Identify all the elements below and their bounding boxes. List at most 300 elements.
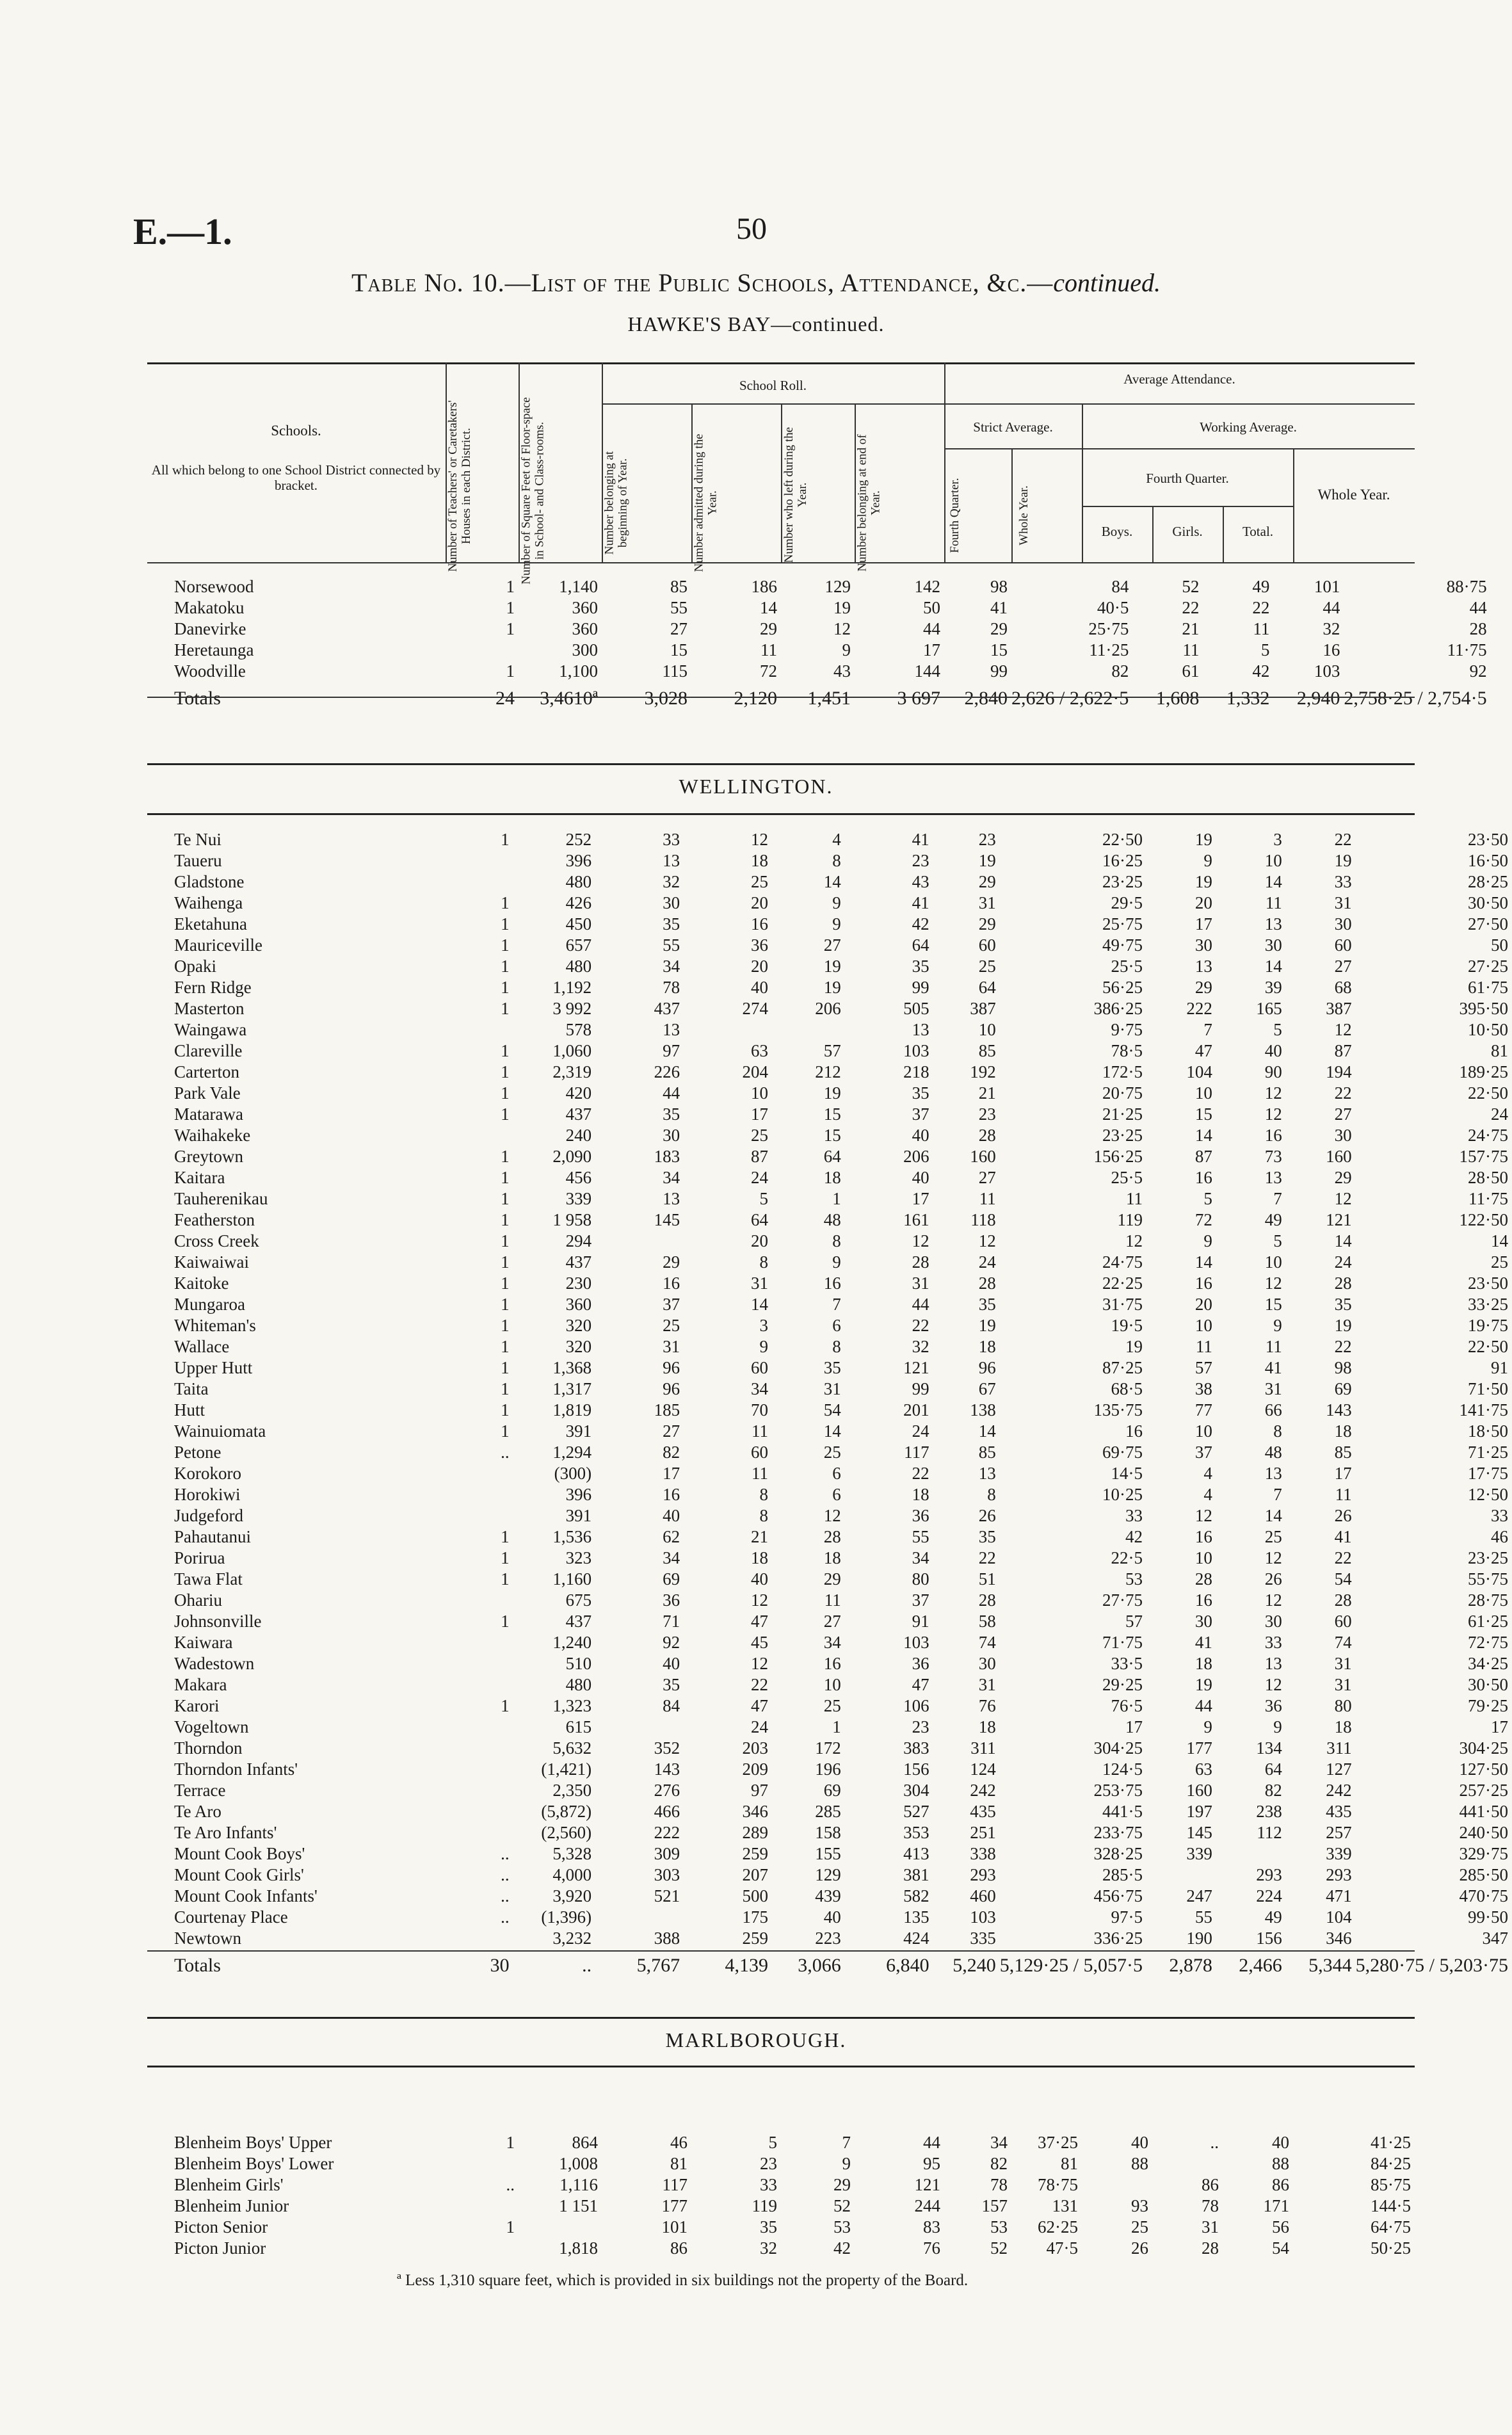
header-roll-begin: Number belonging at beginning of Year. [602, 451, 630, 555]
whole-year-cell: 33 [1491, 1506, 1508, 1525]
whole-year-cell: 72·75 [1468, 1633, 1508, 1652]
roll-left-cell: 27 [823, 1612, 841, 1631]
roll-left-cell: 206 [815, 999, 841, 1018]
whole-year-cell: 71·50 [1468, 1379, 1508, 1398]
school-name-cell: Thorndon [174, 1738, 243, 1758]
girls-cell: 48 [1264, 1443, 1282, 1462]
roll-admitted-cell: 12 [751, 1654, 769, 1673]
table-row [147, 1463, 1512, 1484]
floor-space-cell: (2,560) [541, 1823, 592, 1842]
teachers-houses-cell: 1 [501, 935, 510, 955]
strict-fourth-quarter-cell: 293 [970, 1865, 996, 1884]
strict-fourth-quarter-cell: 85 [978, 1041, 996, 1060]
roll-end-cell: 91 [912, 1612, 929, 1631]
boys-cell: 19 [1194, 872, 1212, 891]
teachers-houses-cell: .. [501, 1443, 510, 1462]
girls-cell: 14 [1264, 872, 1282, 891]
girls-cell: 22 [1252, 598, 1270, 617]
roll-admitted-cell: 22 [751, 1675, 769, 1694]
table-row [147, 1273, 1512, 1294]
floor-space-cell: 230 [565, 1274, 592, 1293]
total-cell: 30 [1334, 1126, 1352, 1145]
total-cell: 26 [1334, 1506, 1352, 1525]
table-row [147, 1294, 1512, 1315]
roll-left-cell: 40 [823, 1907, 841, 1927]
teachers-houses-cell: 1 [501, 999, 510, 1018]
roll-end-cell: 144 [914, 661, 940, 681]
strict-fourth-quarter-cell: 157 [981, 2196, 1008, 2215]
table-row [147, 2153, 1415, 2174]
whole-year-cell: 240·50 [1459, 1823, 1508, 1842]
roll-left-cell: 172 [815, 1738, 841, 1758]
roll-end-cell: 106 [903, 1696, 929, 1715]
roll-end-cell: 64 [912, 935, 929, 955]
total-cell: 2,940 [1296, 688, 1340, 709]
teachers-houses-cell [442, 1801, 513, 1822]
teachers-houses-cell: 1 [501, 1252, 510, 1272]
girls-cell: 73 [1264, 1147, 1282, 1166]
roll-left-cell: 19 [833, 598, 851, 617]
teachers-houses-cell [442, 1463, 513, 1484]
total-cell: 12 [1334, 1020, 1352, 1039]
col-divider [1011, 448, 1013, 562]
roll-begin-cell: 29 [663, 1252, 680, 1272]
strict-fourth-quarter-cell: 18 [978, 1717, 996, 1736]
table-row [147, 829, 1512, 850]
strict-whole-year-cell: 124·5 [1102, 1760, 1143, 1779]
teachers-houses-cell: 1 [506, 2133, 515, 2152]
table-row [147, 1801, 1512, 1822]
roll-admitted-cell: 87 [751, 1147, 769, 1166]
boys-cell: 12 [1194, 1506, 1212, 1525]
roll-admitted-cell: 29 [760, 619, 777, 638]
roll-begin-cell: 97 [663, 1041, 680, 1060]
total-cell: 56 [1272, 2217, 1289, 2237]
roll-admitted-cell: 14 [751, 1295, 769, 1314]
roll-end-cell: 17 [912, 1189, 929, 1208]
school-name-cell: Ohariu [174, 1590, 222, 1610]
roll-left-cell: 64 [823, 1147, 841, 1166]
strict-whole-year-cell: 68·5 [1111, 1379, 1143, 1398]
teachers-houses-cell [442, 1780, 513, 1801]
strict-fourth-quarter-cell: 11 [979, 1189, 996, 1208]
girls-cell: 13 [1264, 1168, 1282, 1187]
girls-cell: 9 [1273, 1316, 1282, 1335]
boys-cell: 25 [1131, 2217, 1148, 2237]
roll-begin-cell: 115 [662, 661, 688, 681]
table-row [147, 1738, 1512, 1759]
floor-space-cell: 360 [572, 598, 598, 617]
roll-begin-cell: 16 [663, 1274, 680, 1293]
roll-left-cell: 35 [823, 1358, 841, 1377]
roll-admitted-cell: 10 [751, 1083, 769, 1103]
total-cell: 60 [1334, 935, 1352, 955]
total-cell: 35 [1334, 1295, 1352, 1314]
teachers-houses-cell [442, 1674, 513, 1695]
girls-cell: 156 [1256, 1929, 1282, 1948]
strict-whole-year-cell: 33 [1125, 1506, 1143, 1525]
whole-year-cell: 34·25 [1468, 1654, 1508, 1673]
roll-begin-cell: 437 [654, 999, 680, 1018]
boys-cell: 63 [1194, 1760, 1212, 1779]
boys-cell: 44 [1194, 1696, 1212, 1715]
floor-space-cell: 675 [565, 1590, 592, 1610]
roll-admitted-cell: 24 [751, 1717, 769, 1736]
total-cell: 101 [1314, 577, 1340, 596]
strict-fourth-quarter-cell: 138 [970, 1400, 996, 1420]
table-row [147, 1336, 1512, 1357]
school-name-cell: Mauriceville [174, 935, 262, 955]
page-number: 50 [736, 212, 767, 246]
roll-admitted-cell: 175 [742, 1907, 769, 1927]
boys-cell: 37 [1194, 1443, 1212, 1462]
school-name-cell: Danevirke [174, 619, 246, 638]
school-name-cell: Picton Senior [174, 2217, 268, 2237]
roll-end-cell: 121 [914, 2175, 940, 2194]
teachers-houses-cell: 1 [501, 1041, 510, 1060]
teachers-houses-cell: 1 [501, 914, 510, 934]
roll-begin-cell: 44 [663, 1083, 680, 1103]
girls-cell: 36 [1264, 1696, 1282, 1715]
roll-begin-cell: 183 [654, 1147, 680, 1166]
roll-admitted-cell: 11 [760, 640, 777, 659]
whole-year-cell: 17 [1491, 1717, 1508, 1736]
table-row [147, 1611, 1512, 1632]
table-row [147, 871, 1512, 893]
strict-fourth-quarter-cell: 15 [990, 640, 1008, 659]
roll-end-cell: 41 [912, 830, 929, 849]
whole-year-cell: 285·50 [1459, 1865, 1508, 1884]
strict-whole-year-cell: 16 [1125, 1421, 1143, 1441]
table-row [147, 1822, 1512, 1843]
roll-begin-cell: 35 [663, 1104, 680, 1124]
floor-space-cell: 1,240 [552, 1633, 592, 1652]
total-cell: 257 [1326, 1823, 1352, 1842]
girls-cell: 82 [1264, 1781, 1282, 1800]
floor-space-cell: 396 [565, 851, 592, 870]
strict-whole-year-cell: 23·25 [1102, 872, 1143, 891]
total-cell: 346 [1326, 1929, 1352, 1948]
school-name-cell: Woodville [174, 661, 246, 681]
roll-admitted-cell: 45 [751, 1633, 769, 1652]
roll-left-cell: 10 [823, 1675, 841, 1694]
boys-cell: 19 [1194, 830, 1212, 849]
roll-left-cell: 439 [815, 1886, 841, 1905]
table-row [147, 1400, 1512, 1421]
boys-cell: 21 [1182, 619, 1200, 638]
roll-begin-cell: 86 [670, 2238, 688, 2258]
strict-whole-year-cell: 253·75 [1093, 1781, 1143, 1800]
teachers-houses-cell [442, 871, 513, 893]
boys-cell: 13 [1194, 957, 1212, 976]
total-cell: 171 [1263, 2196, 1289, 2215]
group-rule [944, 448, 1415, 449]
roll-begin-cell: 3,028 [644, 688, 688, 709]
school-name-cell: Petone [174, 1443, 221, 1462]
strict-whole-year-cell: 456·75 [1093, 1886, 1143, 1905]
teachers-houses-cell: 1 [501, 1421, 510, 1441]
footnote: ª Less 1,310 square feet, which is provided in six buildings not the property of the Board. [397, 2272, 969, 2289]
table-row [147, 1717, 1512, 1738]
totals-rule [147, 1950, 1415, 1952]
total-cell: 11 [1335, 1485, 1352, 1504]
boys-cell: 16 [1194, 1527, 1212, 1546]
roll-begin-cell: 96 [663, 1379, 680, 1398]
table-row [147, 1315, 1512, 1336]
teachers-houses-cell [442, 1738, 513, 1759]
strict-whole-year-cell: 49·75 [1102, 935, 1143, 955]
header-strict-whole-year: Whole Year. [1017, 485, 1031, 546]
header-whole-year: Whole Year. [1317, 487, 1390, 503]
roll-left-cell: 9 [842, 2154, 851, 2173]
roll-end-cell: 17 [923, 640, 940, 659]
table-row [147, 1083, 1512, 1104]
boys-cell: 28 [1194, 1569, 1212, 1589]
strict-fourth-quarter-cell: 53 [990, 2217, 1008, 2237]
roll-begin-cell: 96 [663, 1358, 680, 1377]
whole-year-cell: 22·50 [1468, 1337, 1508, 1356]
strict-fourth-quarter-cell: 14 [978, 1421, 996, 1441]
teachers-houses-cell: 1 [501, 1295, 510, 1314]
school-name-cell: Makatoku [174, 598, 245, 617]
whole-year-cell: 329·75 [1459, 1844, 1508, 1863]
roll-end-cell: 95 [923, 2154, 940, 2173]
boys-cell [1146, 1865, 1216, 1886]
header-strict-average: Strict Average. [973, 419, 1053, 435]
whole-year-cell: 19·75 [1468, 1316, 1508, 1335]
roll-left-cell: 8 [832, 851, 841, 870]
teachers-houses-cell [446, 2238, 519, 2259]
boys-cell: 190 [1186, 1929, 1212, 1948]
roll-left-cell: 7 [842, 2133, 851, 2152]
strict-whole-year-cell: 119 [1117, 1210, 1143, 1229]
total-cell: 88 [1272, 2154, 1289, 2173]
roll-admitted-cell: 2,120 [734, 688, 777, 709]
roll-end-cell: 201 [903, 1400, 929, 1420]
roll-begin-cell: 40 [663, 1506, 680, 1525]
strict-whole-year-cell: 19·5 [1111, 1316, 1143, 1335]
girls-cell: 25 [1264, 1527, 1282, 1546]
roll-begin-cell: 34 [663, 1168, 680, 1187]
roll-admitted-cell: 20 [751, 957, 769, 976]
roll-left-cell: 57 [823, 1041, 841, 1060]
whole-year-cell: 11·75 [1447, 640, 1487, 659]
totals-rule [147, 697, 1415, 698]
total-cell: 54 [1272, 2238, 1289, 2258]
strict-whole-year-cell: 42 [1125, 1527, 1143, 1546]
teachers-houses-cell: .. [506, 2175, 515, 2194]
roll-left-cell [772, 1019, 845, 1040]
strict-fourth-quarter-cell: 21 [978, 1083, 996, 1103]
strict-fourth-quarter-cell: 118 [970, 1210, 996, 1229]
strict-whole-year-cell: 62·25 [1038, 2217, 1078, 2237]
table-row [147, 1231, 1512, 1252]
strict-whole-year-cell: 14·5 [1111, 1464, 1143, 1483]
roll-admitted-cell: 31 [751, 1274, 769, 1293]
roll-begin-cell: 92 [663, 1633, 680, 1652]
girls-cell: 165 [1256, 999, 1282, 1018]
table-row [147, 1104, 1512, 1125]
roll-left-cell: 9 [832, 1252, 841, 1272]
teachers-houses-cell [442, 1717, 513, 1738]
school-name-cell: Wallace [174, 1337, 230, 1356]
school-name-cell: Whiteman's [174, 1316, 256, 1335]
boys-cell: 18 [1194, 1654, 1212, 1673]
strict-fourth-quarter-cell: 28 [978, 1126, 996, 1145]
strict-fourth-quarter-cell: 124 [970, 1760, 996, 1779]
boys-cell: 22 [1182, 598, 1200, 617]
whole-year-cell: 61·75 [1468, 978, 1508, 997]
floor-space-cell: 360 [572, 619, 598, 638]
school-name-cell: Waihakeke [174, 1126, 251, 1145]
teachers-houses-cell: 30 [490, 1955, 510, 1976]
total-cell: 33 [1334, 872, 1352, 891]
table-row [147, 1928, 1512, 1949]
roll-begin-cell: 69 [663, 1569, 680, 1589]
boys-cell: 20 [1194, 893, 1212, 912]
roll-end-cell: 31 [912, 1274, 929, 1293]
teachers-houses-cell [446, 2153, 519, 2174]
roll-end-cell: 23 [912, 851, 929, 870]
boys-cell: 26 [1131, 2238, 1148, 2258]
total-cell: 41 [1334, 1527, 1352, 1546]
roll-end-cell: 18 [912, 1485, 929, 1504]
floor-space-cell: 252 [565, 830, 592, 849]
roll-admitted-cell: 8 [759, 1252, 769, 1272]
roll-admitted-cell: 274 [742, 999, 769, 1018]
roll-begin-cell: 17 [663, 1464, 680, 1483]
girls-cell: 10 [1264, 1252, 1282, 1272]
teachers-houses-cell: 1 [506, 619, 515, 638]
roll-admitted-cell: 207 [742, 1865, 769, 1884]
header-boys: Boys. [1101, 524, 1133, 539]
floor-space-cell: 3 992 [552, 999, 592, 1018]
total-cell: 60 [1334, 1612, 1352, 1631]
total-cell: 143 [1326, 1400, 1352, 1420]
boys-cell: 38 [1194, 1379, 1212, 1398]
table-row [147, 2217, 1415, 2238]
floor-space-cell: 320 [565, 1337, 592, 1356]
strict-fourth-quarter-cell: 160 [970, 1147, 996, 1166]
roll-end-cell: 44 [912, 1295, 929, 1314]
whole-year-cell: 28·25 [1468, 872, 1508, 891]
floor-space-cell: .. [582, 1955, 592, 1976]
floor-space-cell: 1,294 [552, 1443, 592, 1462]
table-row [147, 1907, 1512, 1928]
school-name-cell: Te Aro Infants' [174, 1823, 277, 1842]
teachers-houses-cell: 1 [506, 661, 515, 681]
roll-end-cell: 135 [903, 1907, 929, 1927]
floor-space-cell: 1,160 [552, 1569, 592, 1589]
strict-fourth-quarter-cell: 35 [978, 1295, 996, 1314]
floor-space-cell: 5,632 [552, 1738, 592, 1758]
boys-cell: 52 [1182, 577, 1200, 596]
strict-fourth-quarter-cell: 41 [990, 598, 1008, 617]
roll-left-cell: 1 [832, 1717, 841, 1736]
teachers-houses-cell: 1 [506, 2217, 515, 2237]
table-row [147, 1653, 1512, 1674]
floor-space-cell: 2,350 [552, 1781, 592, 1800]
boys-cell: 4 [1203, 1464, 1212, 1483]
total-cell: 98 [1334, 1358, 1352, 1377]
whole-year-cell: 79·25 [1468, 1696, 1508, 1715]
boys-cell: 19 [1194, 1675, 1212, 1694]
roll-end-cell: 83 [923, 2217, 940, 2237]
roll-admitted-cell: 63 [751, 1041, 769, 1060]
table-row [147, 1590, 1512, 1611]
total-cell: 22 [1334, 1548, 1352, 1567]
strict-fourth-quarter-cell: 387 [970, 999, 996, 1018]
strict-fourth-quarter-cell: 76 [978, 1696, 996, 1715]
roll-admitted-cell: 40 [751, 978, 769, 997]
strict-whole-year-cell: 285·5 [1102, 1865, 1143, 1884]
strict-fourth-quarter-cell: 2,840 [964, 688, 1008, 709]
total-cell: 24 [1334, 1252, 1352, 1272]
floor-space-cell: 339 [565, 1189, 592, 1208]
roll-admitted-cell: 18 [751, 851, 769, 870]
total-cell: 44 [1323, 598, 1340, 617]
roll-left-cell: 42 [833, 2238, 851, 2258]
girls-cell: 112 [1257, 1823, 1282, 1842]
whole-year-cell: 157·75 [1459, 1147, 1508, 1166]
strict-fourth-quarter-cell: 5,240 [953, 1955, 996, 1976]
school-name-cell: Kaiwara [174, 1633, 233, 1652]
roll-admitted-cell: 11 [752, 1421, 769, 1441]
girls-cell: 41 [1264, 1358, 1282, 1377]
roll-left-cell: 129 [815, 1865, 841, 1884]
roll-end-cell: 22 [912, 1316, 929, 1335]
girls-cell: 238 [1256, 1802, 1282, 1821]
floor-space-cell: 3,920 [552, 1886, 592, 1905]
girls-cell: 66 [1264, 1400, 1282, 1420]
roll-end-cell: 156 [903, 1760, 929, 1779]
school-name-cell: Taueru [174, 851, 222, 870]
boys-cell: 29 [1194, 978, 1212, 997]
table-row [147, 1442, 1512, 1463]
boys-cell: 40 [1131, 2133, 1148, 2152]
roll-admitted-cell: 12 [751, 830, 769, 849]
roll-left-cell: 48 [823, 1210, 841, 1229]
roll-admitted-cell: 60 [751, 1443, 769, 1462]
roll-left-cell: 53 [833, 2217, 851, 2237]
school-name-cell: Thorndon Infants' [174, 1760, 298, 1779]
title-suffix: continued. [1053, 268, 1161, 297]
teachers-houses-cell: 1 [501, 1210, 510, 1229]
strict-fourth-quarter-cell: 192 [970, 1062, 996, 1081]
girls-cell: 86 [1202, 2175, 1219, 2194]
teachers-houses-cell: 1 [501, 978, 510, 997]
teachers-houses-cell [442, 1822, 513, 1843]
strict-whole-year-cell: 17 [1125, 1717, 1143, 1736]
table-row [147, 1421, 1512, 1442]
roll-begin-cell [595, 1907, 684, 1928]
strict-whole-year-cell: 441·5 [1102, 1802, 1143, 1821]
girls-cell: 40 [1264, 1041, 1282, 1060]
roll-left-cell: 16 [823, 1274, 841, 1293]
strict-whole-year-cell: 22·25 [1102, 1274, 1143, 1293]
whole-year-cell: 24·75 [1468, 1126, 1508, 1145]
roll-begin-cell: 117 [662, 2175, 688, 2194]
strict-fourth-quarter-cell: 34 [990, 2133, 1008, 2152]
floor-space-cell [519, 2217, 602, 2238]
school-name-cell: Kaitara [174, 1168, 225, 1187]
header-working-fourth-quarter: Fourth Quarter. [1146, 471, 1229, 486]
roll-end-cell: 582 [903, 1886, 929, 1905]
boys-cell: 16 [1194, 1168, 1212, 1187]
school-name-cell: Newtown [174, 1929, 241, 1948]
strict-fourth-quarter-cell: 99 [990, 661, 1008, 681]
total-cell: 22 [1334, 1337, 1352, 1356]
